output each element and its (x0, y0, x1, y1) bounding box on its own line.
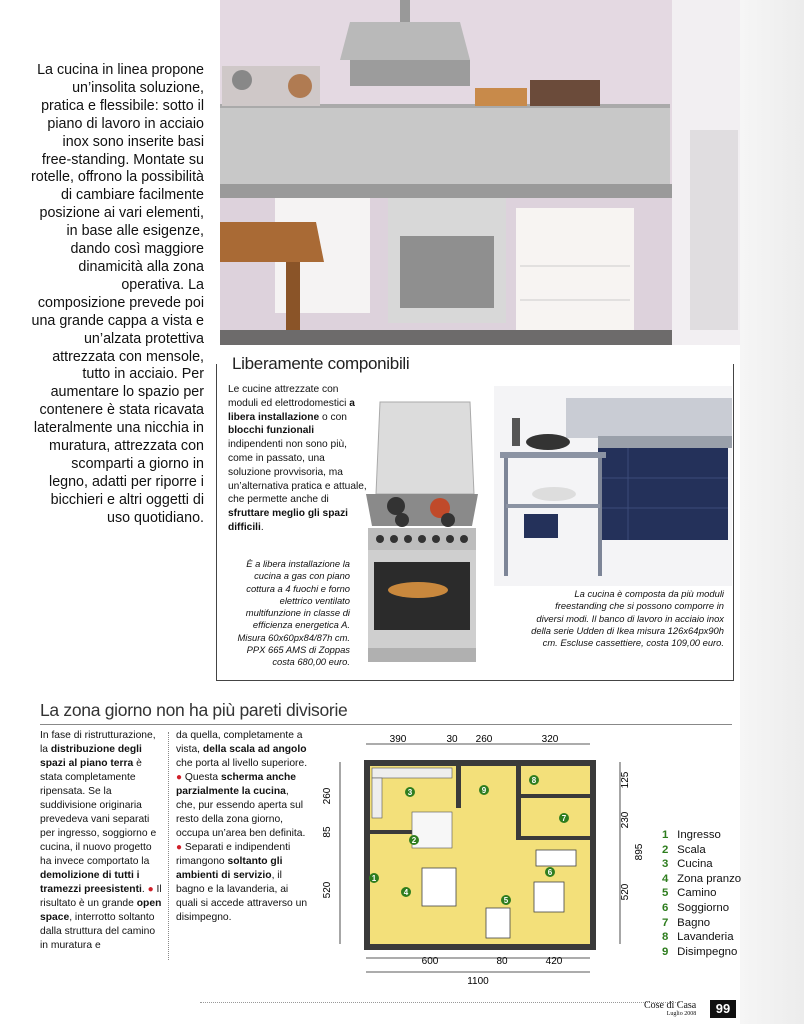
marker-7: 7 (561, 814, 567, 823)
body-text-bold: soltanto gli ambienti di servizio (176, 856, 283, 881)
body-text: Il risultato è un grande (40, 884, 162, 909)
kitchen-photo (220, 0, 740, 345)
body-text: è stata completamente ripensata. Se la suddivisione originaria prevedeva vani separati per ingresso, soggiorno e cucina, il nuovo progetto ha invece comportato la (40, 758, 157, 867)
dim-top-2: 30 (446, 734, 458, 745)
dim-top-4: 320 (541, 734, 559, 745)
legend-number: 2 (662, 843, 669, 856)
modules-caption: La cucina è composta da più moduli freestanding che si possono comporre in diversi modi. Il banco di lavoro in acciaio inox della serie Udden di Ikea misura 126x64px90h cm. Escluse cassettiere, costa 109,00 euro. (531, 588, 724, 649)
dim-bottom-3: 420 (545, 956, 563, 967)
legend-item (662, 930, 741, 945)
section-title: La zona giorno non ha più pareti divisorie (40, 700, 348, 720)
marker-5: 5 (503, 896, 509, 905)
legend-label: Scala (677, 843, 706, 856)
body-text: In fase di ristrutturazione, la (40, 730, 156, 755)
dim-top-3: 260 (475, 734, 493, 745)
section-divider (40, 724, 732, 725)
plan-legend (662, 828, 741, 959)
legend-label: Zona pranzo (677, 872, 742, 885)
legend-number: 1 (662, 829, 669, 841)
legend-item (662, 872, 741, 887)
marker-8: 8 (531, 776, 537, 785)
legend-item (662, 945, 741, 960)
feature-text-bold: blocchi funzionali (228, 425, 315, 437)
feature-text-part: Le cucine attrezzate con moduli ed elettrodomestici (228, 384, 347, 409)
feature-text-part: . (260, 521, 264, 533)
dim-top-1: 390 (389, 734, 407, 745)
marker-3: 3 (407, 788, 413, 797)
feature-text-part: o con (322, 411, 347, 423)
legend-label: Disimpegno (677, 945, 738, 958)
body-text-bold: distribuzione degli spazi al piano terra (40, 744, 142, 769)
body-text: Separati e indipendenti rimangono (176, 842, 291, 867)
dim-total: 1100 (467, 976, 489, 987)
legend-item (662, 843, 741, 858)
legend-label: Bagno (677, 916, 711, 929)
bullet-icon: ● (176, 772, 183, 783)
magazine-name (644, 1000, 696, 1017)
legend-number: 5 (662, 887, 669, 900)
legend-number: 6 (662, 901, 669, 914)
body-text: Questa (184, 772, 219, 783)
dim-right-1: 125 (620, 771, 631, 789)
dim-left-3: 520 (322, 881, 333, 899)
body-column-2 (176, 729, 308, 925)
footer-divider (200, 1002, 680, 1003)
dim-right-2: 230 (620, 811, 631, 829)
stove-caption: È a libera installazione la cucina a gas con piano cottura a 4 fuochi e forno elettrico ventilato multifunzione in classe di efficienza energetica A. Misura 60x60px84/87h cm. PPX 665 AMS di Zoppas costa 680,00 euro. (237, 558, 350, 668)
body-text-bold: della scala ad angolo (202, 744, 307, 755)
legend-number: 7 (662, 916, 669, 929)
dim-right-3: 520 (620, 883, 631, 901)
marker-2: 2 (411, 836, 417, 845)
floor-plan (322, 732, 646, 990)
body-text-bold: demolizione di tutti i tramezzi preesistenti (40, 870, 142, 895)
dim-left-1: 260 (322, 787, 333, 805)
feature-text-bold: a libera installazione (228, 397, 355, 423)
body-text: . (141, 884, 145, 895)
feature-text-part: indipendenti non sono più, come in passato, una soluzione provvisoria, ma un’alternativa pratica e attuale, che permette anche di (228, 439, 367, 506)
body-text: , il bagno e la lavanderia, ai quali si accede attraverso un disimpegno. (176, 870, 308, 923)
legend-item (662, 901, 741, 916)
intro-text: La cucina in linea propone un’insolita soluzione, pratica e flessibile: sotto il piano di lavoro in acciaio inox sono inserite basi free-standing. Montate su rotelle, offrono la possibilità di cambiare facilmente posizione ai vari elementi, in base alle esigenze, dando così maggiore dinamicità alla zona operativa. La composizione prevede poi una grande cappa a vista e un’alzata protettiva attrezzata con mensole, tutto in acciaio. Per aumentare lo spazio per contenere è stata ricavata lateralmente una nicchia in muratura, attrezzata con scomparti a giorno in legno, adatti per riporre i bicchieri e altri oggetti di uso quotidiano. (31, 62, 204, 526)
marker-4: 4 (403, 888, 409, 897)
legend-number: 9 (662, 945, 669, 958)
legend-label: Lavanderia (677, 931, 734, 944)
dim-bottom-2: 80 (496, 956, 508, 967)
page-number: 99 (710, 1000, 736, 1018)
column-divider (168, 732, 169, 960)
bullet-icon: ● (147, 884, 154, 895)
body-text: , che, pur essendo aperta sul resto della zona giorno, occupa un’area ben definita. (176, 786, 306, 839)
modular-kitchen-photo (494, 386, 732, 586)
legend-item (662, 857, 741, 872)
magazine-issue: Luglio 2008 (666, 1011, 697, 1017)
marker-6: 6 (547, 868, 553, 877)
body-text-bold: scherma anche parzialmente la cucina (176, 772, 296, 797)
legend-label: Soggiorno (677, 901, 730, 914)
marker-9: 9 (481, 786, 487, 795)
body-text: che porta al livello superiore. (176, 758, 308, 769)
bullet-icon: ● (176, 842, 183, 853)
legend-label: Camino (677, 887, 717, 900)
legend-number: 4 (662, 872, 669, 885)
intro-paragraph (30, 62, 204, 528)
legend-number: 3 (662, 858, 669, 871)
body-text: da quella, completamente a vista, (176, 730, 303, 755)
feature-text (228, 383, 368, 535)
body-text: , interrotto soltanto dalla struttura del camino in muratura e (40, 912, 156, 951)
legend-label: Ingresso (677, 829, 721, 841)
dim-right-total: 895 (634, 843, 645, 861)
dim-left-2: 85 (322, 826, 333, 838)
legend-item (662, 828, 741, 843)
dim-bottom-1: 600 (421, 956, 439, 967)
legend-item (662, 916, 741, 931)
body-text-bold: open space (40, 898, 162, 923)
marker-1: 1 (371, 874, 377, 883)
magazine-title: Cose di Casa (644, 1000, 697, 1011)
legend-number: 8 (662, 931, 669, 944)
legend-label: Cucina (677, 858, 713, 871)
gas-stove-photo (362, 402, 482, 668)
feature-text-bold: sfruttare meglio gli spazi difficili (228, 508, 349, 533)
feature-title: Liberamente componibili (226, 354, 415, 374)
legend-item (662, 886, 741, 901)
adjacent-page-edge (740, 0, 804, 1024)
body-column-1 (40, 729, 162, 953)
